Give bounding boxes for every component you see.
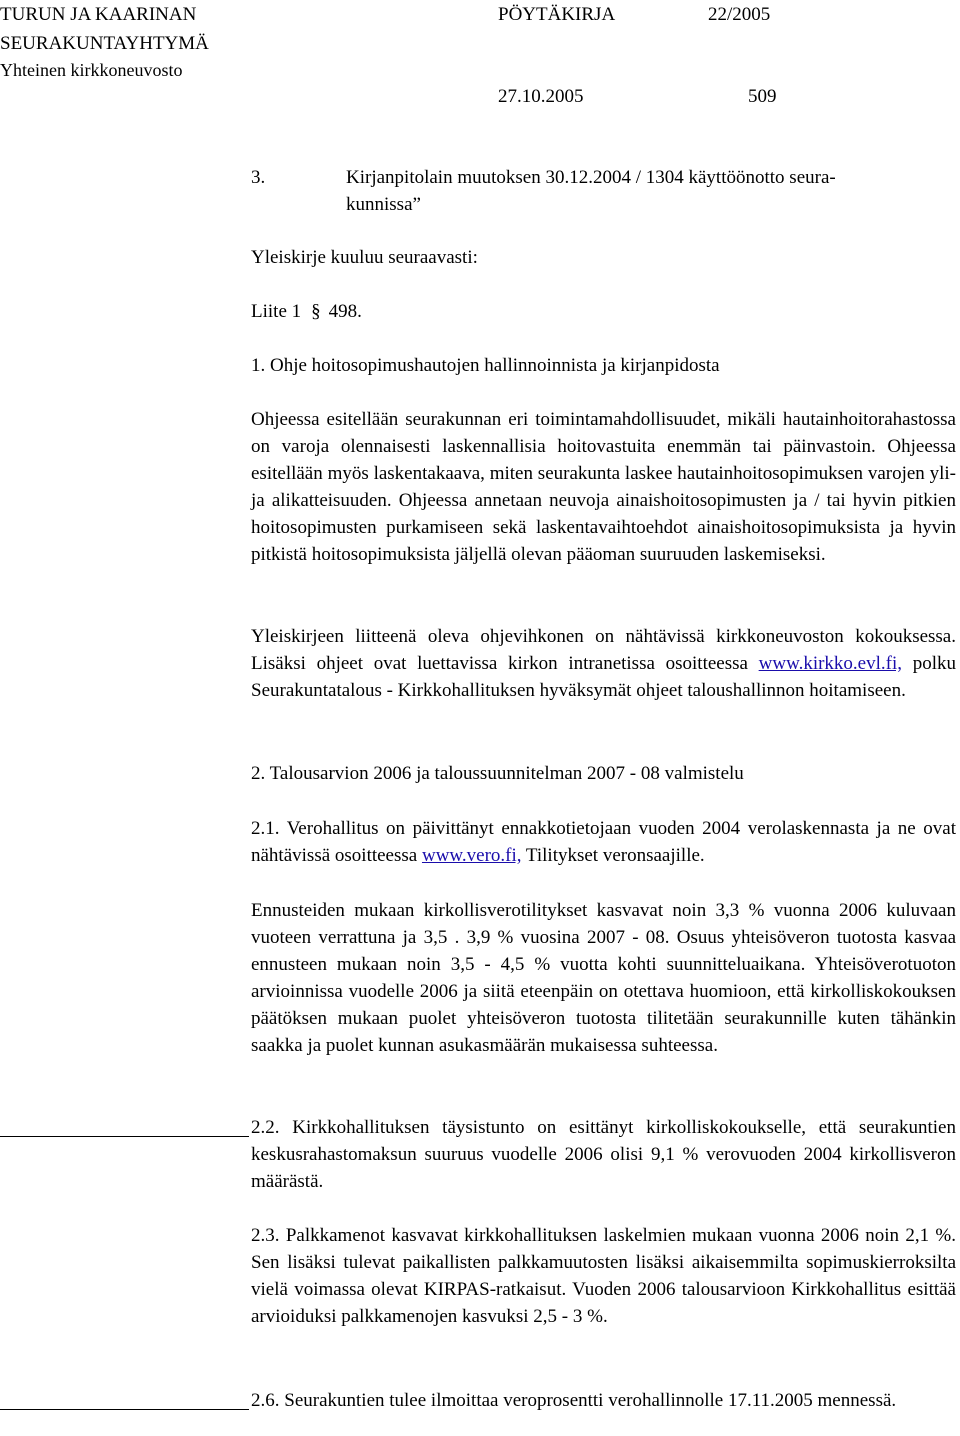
org-name-line2: SEURAKUNTAYHTYMÄ [0,33,209,54]
document-type: PÖYTÄKIRJA [498,4,616,25]
appendix-number: 498. [328,301,362,322]
kirkko-link[interactable]: www.kirkko.evl.fi, [758,653,902,674]
section1-paragraph2 [251,623,956,704]
paragraph-2-3: 2.3. Palkkamenot kasvavat kirkkohallituksen laskelmien mukaan vuonna 2006 noin 2,1 %. Sen lisäksi tulevat paikallisten palkkamuutosten lisäksi aikaisemmilta sopimuskierroksilta vielä voimassa olevat KIRPAS-ratkaisut. Vuoden 2006 talousarvioon Kirkkohallitus esittää arvioiduksi palkkamenojen kasvuksi 2,5 - 3 %. [251,1225,956,1327]
p21-text-after: Tilitykset veronsaajille. [521,845,705,866]
item-title-line1: Kirjanpitolain muutoksen 30.12.2004 / 1304 käyttöönotto seura- [346,167,836,188]
section-sign: § [311,301,321,322]
paragraph-2-1 [251,815,956,869]
vero-link[interactable]: www.vero.fi, [421,845,522,866]
paragraph2-text-after: polku Seurakuntatalous - Kirkkohallituksen hyväksymät ohjeet taloushallinnon hoitamiseen. [251,653,956,701]
org-name-line3: Yhteinen kirkkoneuvosto [0,60,183,80]
page-number: 509 [748,86,777,107]
paragraph-2-6: 2.6. Seurakuntien tulee ilmoittaa veroprosentti verohallinnolle 17.11.2005 mennessä. [251,1390,897,1411]
p21-text-before: 2.1. Verohallitus on päivittänyt ennakkotietojaan vuoden 2004 verolaskennasta ja ne ovat nähtävissä osoitteessa [251,818,956,866]
item-title [251,164,956,218]
appendix-prefix: Liite 1 [251,301,302,322]
paragraph2-text-before: Yleiskirjeen liitteenä oleva ohjevihkonen on nähtävissä kirkkoneuvoston kokouksessa. Lisäksi ohjeet ovat luettavissa kirkon intranetissa osoitteessa [251,626,956,674]
section2-heading: 2. Talousarvion 2006 ja taloussuunnitelman 2007 - 08 valmistelu [251,763,744,784]
paragraph-2-2: 2.2. Kirkkohallituksen täysistunto on esittänyt kirkolliskokoukselle, että seurakuntien keskusrahastomaksun suuruus vuodelle 2006 olisi 9,1 % verovuoden 2004 kirkollisveron määrästä. [251,1117,956,1192]
section1-heading: 1. Ohje hoitosopimushautojen hallinnoinnista ja kirjanpidosta [251,355,720,376]
item-title-line2: kunnissa” [346,194,421,215]
section1-paragraph: Ohjeessa esitellään seurakunnan eri toimintamahdollisuudet, mikäli hautainhoitorahastossa on varoja olennaisesti laskennallisia hoitovastuita enemmän tai päinvastoin. Ohjeessa esitellään myös laskentakaava, miten seurakunta laskee hautainhoitosopimuksen varojen yli- ja alikatteisuuden. Ohjeessa annetaan neuvoja ainaishoitosopimusten ja / tai hyvin pitkien hoitosopimusten purkamiseen sekä laskentavaihtoehdot ainaishoitosopimuksista ja hyvin pitkistä hoitosopimuksista jäljellä olevan pääoman suuruuden laskemiseksi. [251,409,956,565]
document-number: 22/2005 [708,4,771,25]
org-name-line1: TURUN JA KAARINAN [0,4,197,25]
margin-rule [0,1136,249,1137]
margin-rule [0,1409,249,1410]
intro-text: Yleiskirje kuuluu seuraavasti: [251,247,478,268]
meeting-date: 27.10.2005 [498,86,584,107]
appendix-reference [251,298,956,325]
forecast-paragraph: Ennusteiden mukaan kirkollisverotilitykset kasvavat noin 3,3 % vuonna 2006 kuluvaan vuoteen verrattuna ja 3,5 . 3,9 % vuosina 2007 - 08. Osuus yhteisöveron tuotosta kasvaa ennusteen mukaan noin 3,5 - 4,5 % vuotta kohti suunnitteluaikana. Yhteisöverotuoton arvioinnissa vuodelle 2006 ja siitä eteenpäin on otettava huomioon, että kirkolliskokouksen päätöksen mukaan puolet yhteisöveron tuotosta tilitetään seurakunnille kuten tähänkin saakka ja puolet kunnan asukasmäärän mukaisessa suhteessa. [251,900,956,1056]
item-number: 3. [251,167,266,188]
